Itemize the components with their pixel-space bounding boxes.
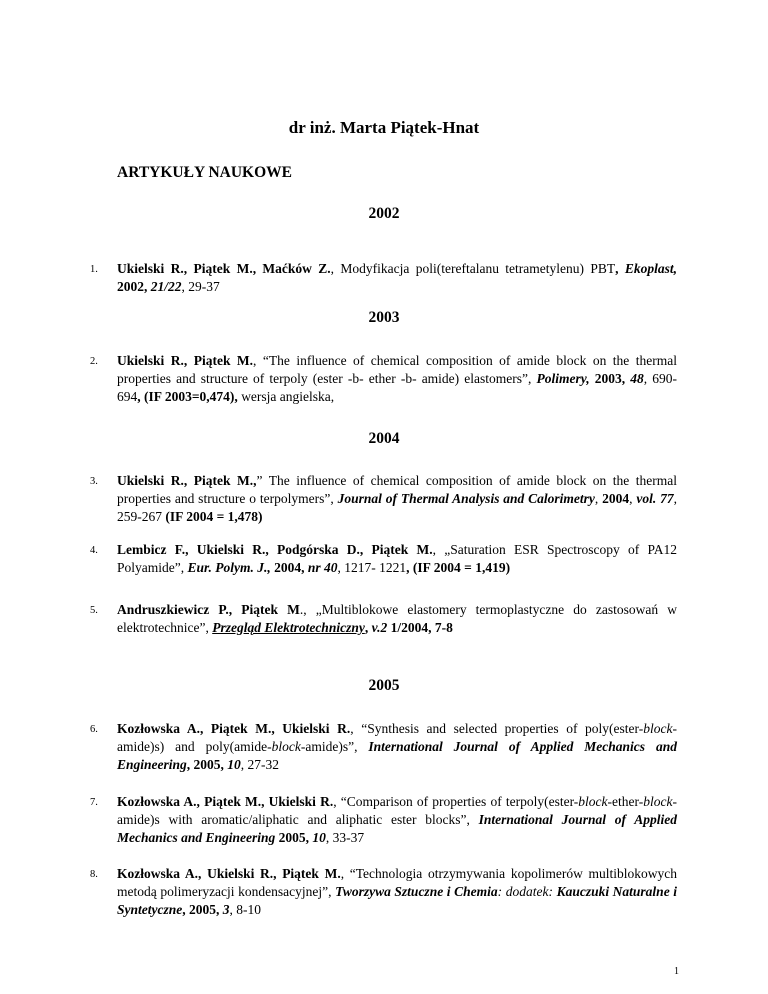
- entry-text-run: 2004,: [270, 560, 308, 575]
- entry-text-run: dodatek:: [505, 884, 557, 899]
- entry-text-run: , 2005,: [186, 757, 228, 772]
- entry-text-run: v.2: [371, 620, 388, 635]
- entry-text-run: Lembicz F., Ukielski R., Podgórska D., Piątek M.: [117, 542, 433, 557]
- entry-text-run: , “The influence of chemical composition of amide block on the thermal properties and structure of terpoly (ester -b- ether -b- amide) elastomers”,: [117, 353, 677, 386]
- entry-text-run: Ekoplast,: [624, 261, 678, 276]
- entry-text-run: Tworzywa Sztuczne i Chemia: [335, 884, 498, 899]
- entry-text-run: vol. 77: [636, 491, 674, 506]
- entry-number: 4.: [90, 545, 98, 556]
- publication-entry: [117, 472, 677, 526]
- entry-text-run: ,: [594, 491, 603, 506]
- entry-text-run: Ukielski R., Piątek M.: [117, 353, 254, 368]
- entry-text-run: Ukielski R., Piątek M.,: [117, 473, 257, 488]
- entry-text-run: Kauczuki Naturalne i Syntetyczne: [117, 884, 678, 917]
- entry-text-run: , 33-37: [325, 830, 365, 845]
- entry-text-run: , (IF 2003=0,474),: [137, 389, 238, 404]
- entry-text-run: 3: [222, 902, 230, 917]
- entry-number: 1.: [90, 264, 98, 275]
- entry-text-run: Eur. Polym. J.,: [187, 560, 271, 575]
- entry-text-run: Przegląd Elektrotechniczny: [212, 620, 365, 635]
- entry-text-run: , 690- 694: [117, 371, 678, 404]
- entry-text-run: , “Synthesis and selected properties of poly(ester-: [350, 721, 644, 736]
- year-heading-2003: 2003: [368, 309, 400, 326]
- entry-text-run: ,: [615, 261, 625, 276]
- page-number: 1: [674, 966, 679, 977]
- entry-text-run: 48: [630, 371, 644, 386]
- entry-text-run: , 259-267: [117, 491, 677, 524]
- entry-text-run: , 2005,: [182, 902, 223, 917]
- entry-text-run: ,: [364, 620, 372, 635]
- section-heading: ARTYKUŁY NAUKOWE: [117, 164, 292, 181]
- entry-text-run: -amide)s with aromatic/aliphatic and aliphatic ester blocks”,: [117, 794, 677, 827]
- entry-text-run: -amide)s”,: [300, 739, 369, 754]
- entry-text-run: block: [643, 794, 673, 809]
- entry-text-run: 2005,: [275, 830, 313, 845]
- entry-text-run: (IF 2004 = 1,478): [165, 509, 263, 524]
- entry-text-run: , 8-10: [229, 902, 261, 917]
- entry-number: 8.: [90, 869, 98, 880]
- publication-entry: [117, 601, 677, 637]
- entry-text-run: Ukielski R., Piątek M., Maćków Z.: [117, 261, 331, 276]
- entry-text-run: ” The influence of chemical composition of amide block on the thermal properties and structure o terpolymers”,: [117, 473, 678, 506]
- entry-text-run: 2004: [602, 491, 630, 506]
- entry-text-run: -amide)s) and poly(amide-: [117, 721, 677, 754]
- entry-number: 5.: [90, 605, 98, 616]
- entry-number: 7.: [90, 797, 98, 808]
- entry-text-run: Journal of Thermal Analysis and Calorimetry: [337, 491, 595, 506]
- entry-text-run: , 29-37: [181, 279, 220, 294]
- entry-text-run: ,: [629, 491, 637, 506]
- entry-text-run: block: [578, 794, 608, 809]
- entry-text-run: :: [497, 884, 506, 899]
- entry-text-run: , „Saturation ESR Spectroscopy of PA12 Polyamide”,: [117, 542, 677, 575]
- entry-text-run: ., „Multiblokowe elastomery termoplastyczne do zastosowań w elektrotechnice”,: [117, 602, 677, 635]
- entry-text-run: 10: [227, 757, 241, 772]
- entry-text-run: 2003,: [589, 371, 631, 386]
- entry-text-run: Kozłowska A., Ukielski R., Piątek M.: [117, 866, 341, 881]
- entry-text-run: , 27-32: [240, 757, 280, 772]
- entry-number: 6.: [90, 724, 98, 735]
- publication-entry: [117, 865, 677, 919]
- year-heading-2004: 2004: [368, 430, 400, 447]
- entry-text-run: Kozłowska A., Piątek M., Ukielski R.: [117, 794, 334, 809]
- publication-entry: [117, 541, 677, 577]
- publication-entry: [117, 352, 677, 406]
- year-heading-2002: 2002: [368, 205, 400, 222]
- entry-text-run: , 1217- 1221: [337, 560, 407, 575]
- entry-text-run: Kozłowska A., Piątek M., Ukielski R.: [117, 721, 351, 736]
- entry-text-run: Polimery,: [536, 371, 590, 386]
- publication-entry: [117, 793, 677, 847]
- entry-text-run: 10: [312, 830, 326, 845]
- entry-number: 2.: [90, 356, 98, 367]
- publication-entry: [117, 720, 677, 774]
- year-heading-2005: 2005: [368, 677, 400, 694]
- entry-text-run: -ether-: [607, 794, 644, 809]
- publication-entry: [117, 260, 677, 296]
- entry-text-run: International Journal of Applied Mechanics and Engineering: [117, 812, 677, 845]
- entry-text-run: , “Technologia otrzymywania kopolimerów multiblokowych metodą polimeryzacji kondensacyjnej”,: [117, 866, 677, 899]
- entry-text-run: block: [271, 739, 301, 754]
- entry-text-run: , (IF 2004 = 1,419): [406, 560, 511, 575]
- entry-text-run: 1/2004, 7-8: [387, 620, 453, 635]
- entry-text-run: wersja angielska,: [237, 389, 335, 404]
- entry-text-run: 21/22: [150, 279, 182, 294]
- entry-text-run: nr 40: [307, 560, 338, 575]
- entry-text-run: , Modyfikacja poli(tereftalanu tetrametylenu) PBT: [330, 261, 616, 276]
- entry-number: 3.: [90, 476, 98, 487]
- entry-text-run: Andruszkiewicz P., Piątek M: [117, 602, 300, 617]
- entry-text-run: , “Comparison of properties of terpoly(ester-: [333, 794, 579, 809]
- entry-text-run: 2002,: [117, 279, 151, 294]
- entry-text-run: International Journal of Applied Mechanics and Engineering: [117, 739, 677, 772]
- page-title: dr inż. Marta Piątek-Hnat: [288, 118, 480, 137]
- entry-text-run: block: [643, 721, 673, 736]
